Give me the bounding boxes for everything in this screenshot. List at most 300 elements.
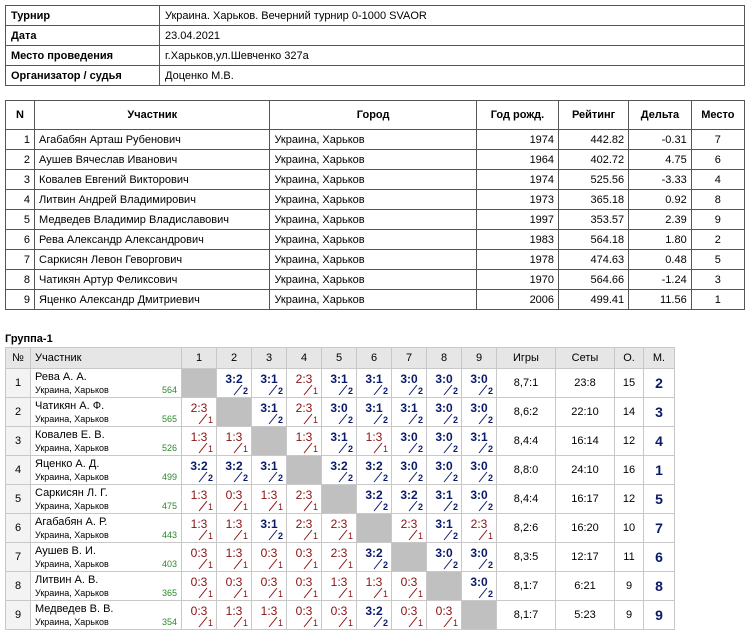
match-score: 1:3 [225,546,243,560]
match-result-cell [287,514,322,543]
player-short-name: Саркисян Л. Г. [35,487,108,499]
match-points: 2 [417,444,423,454]
match-result-cell [217,427,252,456]
match-points: 2 [452,560,458,570]
participants-table [5,100,745,310]
participant-row [6,270,745,290]
cross-player-cell [31,427,182,456]
match-score: 3:0 [470,459,488,473]
player-short-name: Ковалев Е. В. [35,429,105,441]
participant-cell: Чатикян Артур Феликсович [35,270,270,290]
match-result-cell [182,398,217,427]
info-row [6,46,745,66]
participant-cell: Литвин Андрей Владимирович [35,190,270,210]
cross-column-header: Игры [497,348,556,369]
participant-cell: 365.18 [559,190,629,210]
participant-row [6,190,745,210]
info-value: Украина. Харьков. Вечерний турнир 0-1000 SVAOR [160,6,745,26]
match-score: 0:3 [190,546,208,560]
match-points: 1 [452,618,458,628]
participant-cell: -0.31 [629,130,692,150]
match-result-cell [182,601,217,630]
cross-diagonal-cell [322,485,357,514]
match-points: 1 [242,618,248,628]
slash-icon [443,616,453,628]
player-city: Украина, Харьков [35,414,109,424]
cross-diagonal-cell [462,601,497,630]
cross-row [6,485,675,514]
points-cell: 10 [615,514,644,543]
match-points: 2 [242,386,248,396]
participant-cell: Ковалев Евгений Викторович [35,170,270,190]
slash-icon [408,413,418,425]
match-points: 1 [417,531,423,541]
match-score: 3:1 [400,401,418,415]
participant-cell: 6 [691,150,744,170]
match-score: 0:3 [295,575,313,589]
match-points: 1 [347,531,353,541]
cross-row [6,543,675,572]
match-score: 3:1 [330,430,348,444]
match-result-cell [182,456,217,485]
slash-icon [233,616,243,628]
slash-icon [373,587,383,599]
cross-diagonal-cell [427,572,462,601]
sets-cell: 24:10 [556,456,615,485]
match-result-cell [252,572,287,601]
match-points: 1 [277,618,283,628]
match-result-cell [322,514,357,543]
match-points: 2 [452,444,458,454]
match-points: 1 [312,444,318,454]
sets-cell: 16:20 [556,514,615,543]
match-score: 3:1 [260,517,278,531]
match-score: 3:2 [365,488,383,502]
match-points: 2 [487,386,493,396]
match-result-cell [252,398,287,427]
match-score: 0:3 [225,488,243,502]
cross-column-header: 4 [287,348,322,369]
match-points: 2 [382,473,388,483]
match-score: 3:0 [470,575,488,589]
slash-icon [408,500,418,512]
cross-column-header: О. [615,348,644,369]
match-points: 2 [347,386,353,396]
place-cell: 3 [644,398,675,427]
place-cell: 9 [644,601,675,630]
match-points: 1 [242,589,248,599]
match-score: 3:0 [400,372,418,386]
info-value: 23.04.2021 [160,26,745,46]
games-cell: 8,2:6 [497,514,556,543]
cross-row [6,601,675,630]
slash-icon [268,529,278,541]
slash-icon [233,384,243,396]
match-result-cell [357,427,392,456]
cross-header-row [6,348,675,369]
cross-row-number: 3 [6,427,31,456]
match-result-cell [287,543,322,572]
participant-cell: 2006 [476,290,558,310]
cross-column-header: Сеты [556,348,615,369]
participant-cell: 474.63 [559,250,629,270]
participant-cell: 0.48 [629,250,692,270]
match-points: 1 [312,415,318,425]
participant-cell: Саркисян Левон Геворгович [35,250,270,270]
info-key: Место проведения [6,46,160,66]
group-cross-table [5,347,675,630]
match-score: 3:0 [435,401,453,415]
match-score: 1:3 [225,430,243,444]
participant-cell: 6 [6,230,35,250]
match-points: 2 [487,444,493,454]
player-city: Украина, Харьков [35,617,109,627]
match-points: 1 [207,560,213,570]
player-rating: 403 [161,559,177,569]
match-score: 1:3 [330,575,348,589]
participants-header-row [6,101,745,130]
participant-cell: 3 [691,270,744,290]
match-points: 2 [417,473,423,483]
slash-icon [233,558,243,570]
match-points: 2 [347,415,353,425]
place-cell: 8 [644,572,675,601]
match-score: 0:3 [400,604,418,618]
slash-icon [198,442,208,454]
match-score: 0:3 [400,575,418,589]
match-points: 2 [207,473,213,483]
slash-icon [443,413,453,425]
slash-icon [443,529,453,541]
player-short-name: Чатикян А. Ф. [35,400,105,412]
slash-icon [408,587,418,599]
match-points: 2 [382,618,388,628]
match-result-cell [217,601,252,630]
participants-column-header: Участник [35,101,270,130]
match-result-cell [427,543,462,572]
match-score: 3:2 [225,372,243,386]
match-points: 2 [417,502,423,512]
games-cell: 8,4:4 [497,485,556,514]
participants-column-header: Город [270,101,476,130]
participant-cell: 1964 [476,150,558,170]
match-score: 3:1 [365,372,383,386]
participant-cell: 2.39 [629,210,692,230]
match-result-cell [392,572,427,601]
player-short-name: Аушев В. И. [35,545,96,557]
participant-row [6,210,745,230]
participant-cell: Украина, Харьков [270,290,476,310]
cross-row-number: 9 [6,601,31,630]
match-points: 2 [452,473,458,483]
player-short-name: Литвин А. В. [35,574,99,586]
participant-cell: Украина, Харьков [270,270,476,290]
participant-row [6,250,745,270]
match-score: 3:0 [435,546,453,560]
cross-diagonal-cell [357,514,392,543]
match-result-cell [462,543,497,572]
match-result-cell [357,456,392,485]
match-score: 2:3 [470,517,488,531]
match-score: 3:2 [190,459,208,473]
points-cell: 12 [615,485,644,514]
match-result-cell [322,427,357,456]
sets-cell: 6:21 [556,572,615,601]
match-result-cell [427,427,462,456]
points-cell: 11 [615,543,644,572]
match-result-cell [322,543,357,572]
match-points: 1 [207,618,213,628]
match-result-cell [217,369,252,398]
match-points: 1 [347,589,353,599]
participant-cell: Украина, Харьков [270,170,476,190]
match-score: 2:3 [295,372,313,386]
match-score: 3:1 [470,430,488,444]
match-points: 1 [242,560,248,570]
player-rating: 365 [161,588,177,598]
match-points: 1 [487,531,493,541]
match-result-cell [427,514,462,543]
match-result-cell [392,398,427,427]
match-result-cell [462,572,497,601]
place-cell: 1 [644,456,675,485]
slash-icon [408,616,418,628]
match-score: 3:2 [330,459,348,473]
match-points: 2 [487,589,493,599]
match-score: 3:0 [435,459,453,473]
slash-icon [408,529,418,541]
cross-column-header: № [6,348,31,369]
participant-cell: -1.24 [629,270,692,290]
match-score: 3:1 [260,372,278,386]
slash-icon [268,500,278,512]
match-points: 2 [277,386,283,396]
match-score: 0:3 [295,546,313,560]
games-cell: 8,3:5 [497,543,556,572]
slash-icon [233,500,243,512]
match-score: 2:3 [330,546,348,560]
slash-icon [408,384,418,396]
slash-icon [198,413,208,425]
player-rating: 564 [161,385,177,395]
match-result-cell [182,543,217,572]
match-result-cell [392,369,427,398]
participant-cell: 442.82 [559,130,629,150]
cross-player-cell [31,601,182,630]
slash-icon [443,471,453,483]
cross-row-number: 1 [6,369,31,398]
cross-row-number: 6 [6,514,31,543]
participant-cell: 5 [691,250,744,270]
slash-icon [443,500,453,512]
slash-icon [198,616,208,628]
participant-cell: 8 [691,190,744,210]
match-result-cell [427,601,462,630]
match-result-cell [357,369,392,398]
participant-cell: 4.75 [629,150,692,170]
match-points: 2 [487,415,493,425]
match-score: 3:1 [365,401,383,415]
match-points: 2 [487,473,493,483]
match-score: 3:1 [330,372,348,386]
points-cell: 16 [615,456,644,485]
sets-cell: 23:8 [556,369,615,398]
match-points: 1 [347,560,353,570]
match-result-cell [252,543,287,572]
info-key: Организатор / судья [6,66,160,86]
match-score: 3:0 [470,401,488,415]
info-key: Дата [6,26,160,46]
match-score: 0:3 [295,604,313,618]
match-points: 1 [312,386,318,396]
cross-player-cell [31,456,182,485]
match-score: 0:3 [190,575,208,589]
participant-cell: Украина, Харьков [270,190,476,210]
match-result-cell [287,427,322,456]
match-points: 2 [452,415,458,425]
sets-cell: 12:17 [556,543,615,572]
match-result-cell [182,427,217,456]
slash-icon [338,529,348,541]
match-result-cell [252,601,287,630]
slash-icon [373,384,383,396]
participant-cell: 1974 [476,170,558,190]
cross-column-header: 5 [322,348,357,369]
slash-icon [478,529,488,541]
match-result-cell [182,572,217,601]
match-score: 3:2 [365,604,383,618]
slash-icon [373,558,383,570]
participant-cell: -3.33 [629,170,692,190]
match-points: 1 [277,560,283,570]
participant-cell: 11.56 [629,290,692,310]
info-key: Турнир [6,6,160,26]
player-city: Украина, Харьков [35,588,109,598]
match-result-cell [287,369,322,398]
slash-icon [338,471,348,483]
match-result-cell [322,456,357,485]
match-result-cell [322,572,357,601]
cross-player-cell [31,369,182,398]
place-cell: 6 [644,543,675,572]
participant-cell: 9 [691,210,744,230]
participant-cell: 2 [691,230,744,250]
match-result-cell [357,485,392,514]
match-points: 2 [277,415,283,425]
slash-icon [303,558,313,570]
participant-cell: Украина, Харьков [270,150,476,170]
participant-cell: 1983 [476,230,558,250]
match-result-cell [427,485,462,514]
slash-icon [198,558,208,570]
match-result-cell [182,485,217,514]
player-city: Украина, Харьков [35,472,109,482]
player-city: Украина, Харьков [35,443,109,453]
slash-icon [198,500,208,512]
slash-icon [338,384,348,396]
participant-cell: 1974 [476,130,558,150]
slash-icon [408,442,418,454]
cross-row [6,456,675,485]
match-result-cell [217,543,252,572]
slash-icon [233,471,243,483]
match-score: 3:1 [260,459,278,473]
slash-icon [443,442,453,454]
match-result-cell [322,601,357,630]
participant-cell: 1.80 [629,230,692,250]
match-points: 1 [312,560,318,570]
match-result-cell [287,572,322,601]
cross-row [6,427,675,456]
match-points: 2 [487,560,493,570]
player-short-name: Рева А. А. [35,371,87,383]
match-result-cell [217,572,252,601]
slash-icon [303,413,313,425]
match-points: 2 [277,473,283,483]
match-result-cell [462,456,497,485]
cross-column-header: 2 [217,348,252,369]
participant-cell: 3 [6,170,35,190]
match-points: 1 [242,531,248,541]
match-score: 3:0 [435,372,453,386]
cross-column-header: 7 [392,348,427,369]
match-result-cell [392,427,427,456]
match-points: 1 [312,502,318,512]
match-score: 1:3 [260,604,278,618]
sets-cell: 16:14 [556,427,615,456]
slash-icon [198,529,208,541]
player-city: Украина, Харьков [35,559,109,569]
match-score: 3:0 [470,546,488,560]
match-points: 2 [382,560,388,570]
match-score: 1:3 [225,517,243,531]
games-cell: 8,8:0 [497,456,556,485]
cross-diagonal-cell [392,543,427,572]
participant-cell: 564.18 [559,230,629,250]
games-cell: 8,7:1 [497,369,556,398]
slash-icon [478,413,488,425]
match-score: 3:0 [470,372,488,386]
match-score: 1:3 [190,430,208,444]
slash-icon [478,442,488,454]
match-score: 3:1 [435,517,453,531]
slash-icon [338,442,348,454]
match-result-cell [252,456,287,485]
slash-icon [443,384,453,396]
match-points: 1 [417,618,423,628]
match-result-cell [357,572,392,601]
slash-icon [268,587,278,599]
cross-row [6,514,675,543]
participant-row [6,230,745,250]
player-short-name: Яценко А. Д. [35,458,100,470]
match-points: 2 [347,473,353,483]
match-score: 1:3 [260,488,278,502]
match-points: 1 [277,502,283,512]
slash-icon [303,384,313,396]
participant-cell: 2 [6,150,35,170]
player-rating: 475 [161,501,177,511]
match-score: 2:3 [330,517,348,531]
match-points: 2 [347,444,353,454]
cross-column-header: М. [644,348,675,369]
participant-cell: Украина, Харьков [270,210,476,230]
match-result-cell [357,601,392,630]
match-result-cell [287,398,322,427]
match-points: 2 [452,531,458,541]
games-cell: 8,6:2 [497,398,556,427]
slash-icon [303,587,313,599]
